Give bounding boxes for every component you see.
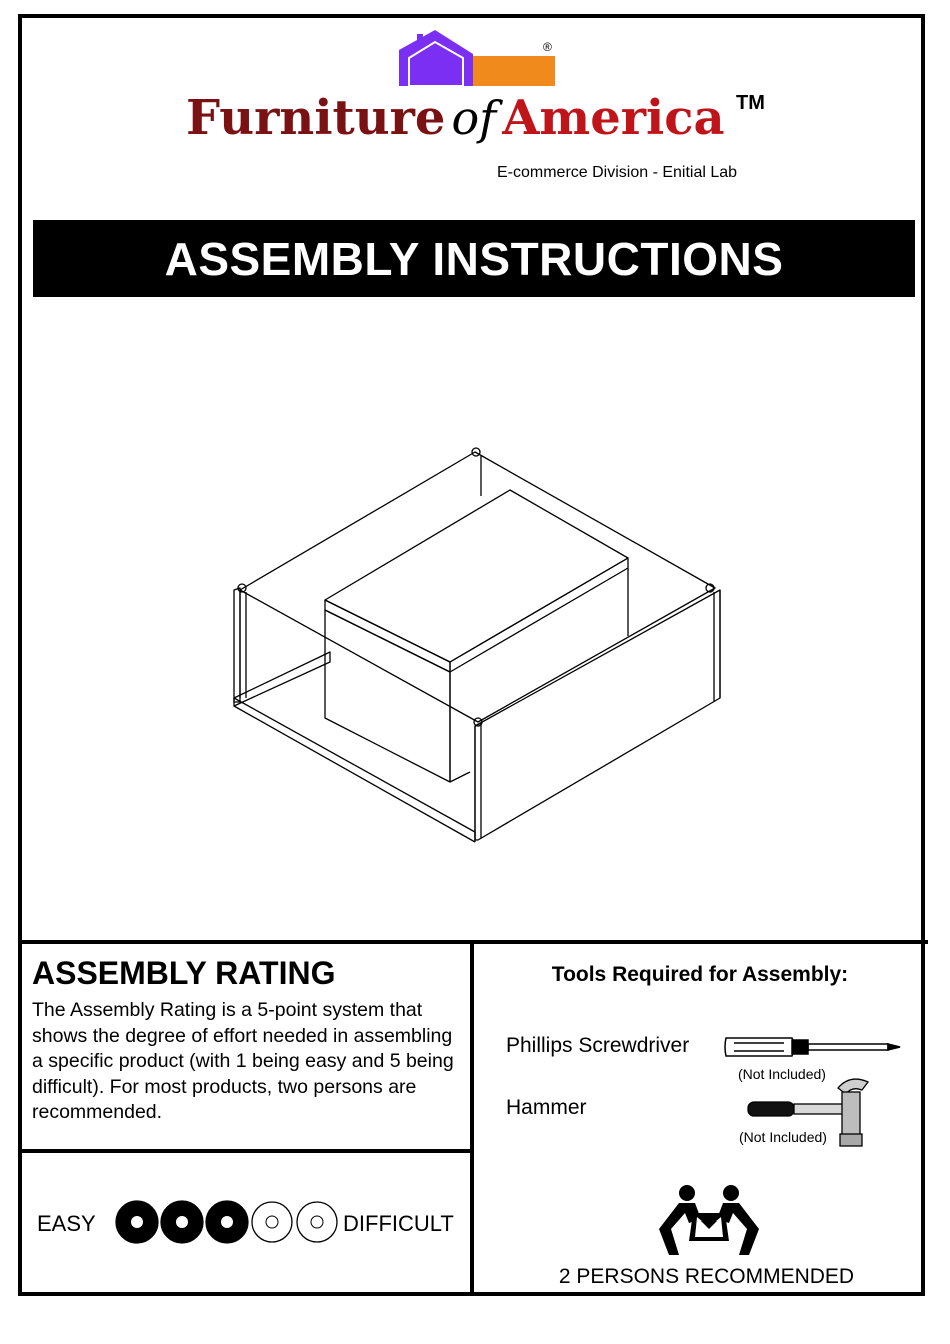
coffee-table-illustration xyxy=(220,440,730,860)
tools-title: Tools Required for Assembly: xyxy=(551,963,849,986)
page-title-banner xyxy=(33,220,915,297)
registered-mark: ® xyxy=(543,40,552,54)
rating-dot-center xyxy=(131,1216,143,1228)
rating-dot-center xyxy=(266,1216,278,1228)
easy-label: EASY xyxy=(37,1211,96,1236)
page-title: ASSEMBLY INSTRUCTIONS xyxy=(164,232,784,285)
tool-name-hammer: Hammer xyxy=(506,1096,587,1119)
screwdriver-note: (Not Included) xyxy=(738,1066,826,1082)
screwdriver-icon xyxy=(722,1030,902,1064)
trademark-mark: TM xyxy=(736,92,765,114)
difficult-label: DIFFICULT xyxy=(343,1211,454,1236)
rating-dot-center xyxy=(176,1216,188,1228)
rating-title: ASSEMBLY RATING xyxy=(32,955,336,991)
rating-divider xyxy=(18,1149,473,1153)
two-persons-lifting-icon xyxy=(657,1183,761,1257)
tool-name-screwdriver: Phillips Screwdriver xyxy=(506,1034,690,1057)
division-text: E-commerce Division - Enitial Lab xyxy=(497,164,738,181)
house-logo-icon xyxy=(395,28,560,90)
rating-dot-center xyxy=(221,1216,233,1228)
hammer-note: (Not Included) xyxy=(739,1129,827,1145)
brand-name: Furniture of America xyxy=(186,90,725,146)
column-divider xyxy=(470,940,474,1296)
rating-scale xyxy=(115,1200,340,1246)
rating-dot-center xyxy=(311,1216,323,1228)
rating-description: The Assembly Rating is a 5-point system that shows the degree of effort needed in assembling a specific product (with 1 being easy and 5 being difficult). For most products, two persons are recommended. xyxy=(32,999,454,1123)
persons-recommended-label: 2 PERSONS RECOMMENDED xyxy=(558,1265,855,1288)
